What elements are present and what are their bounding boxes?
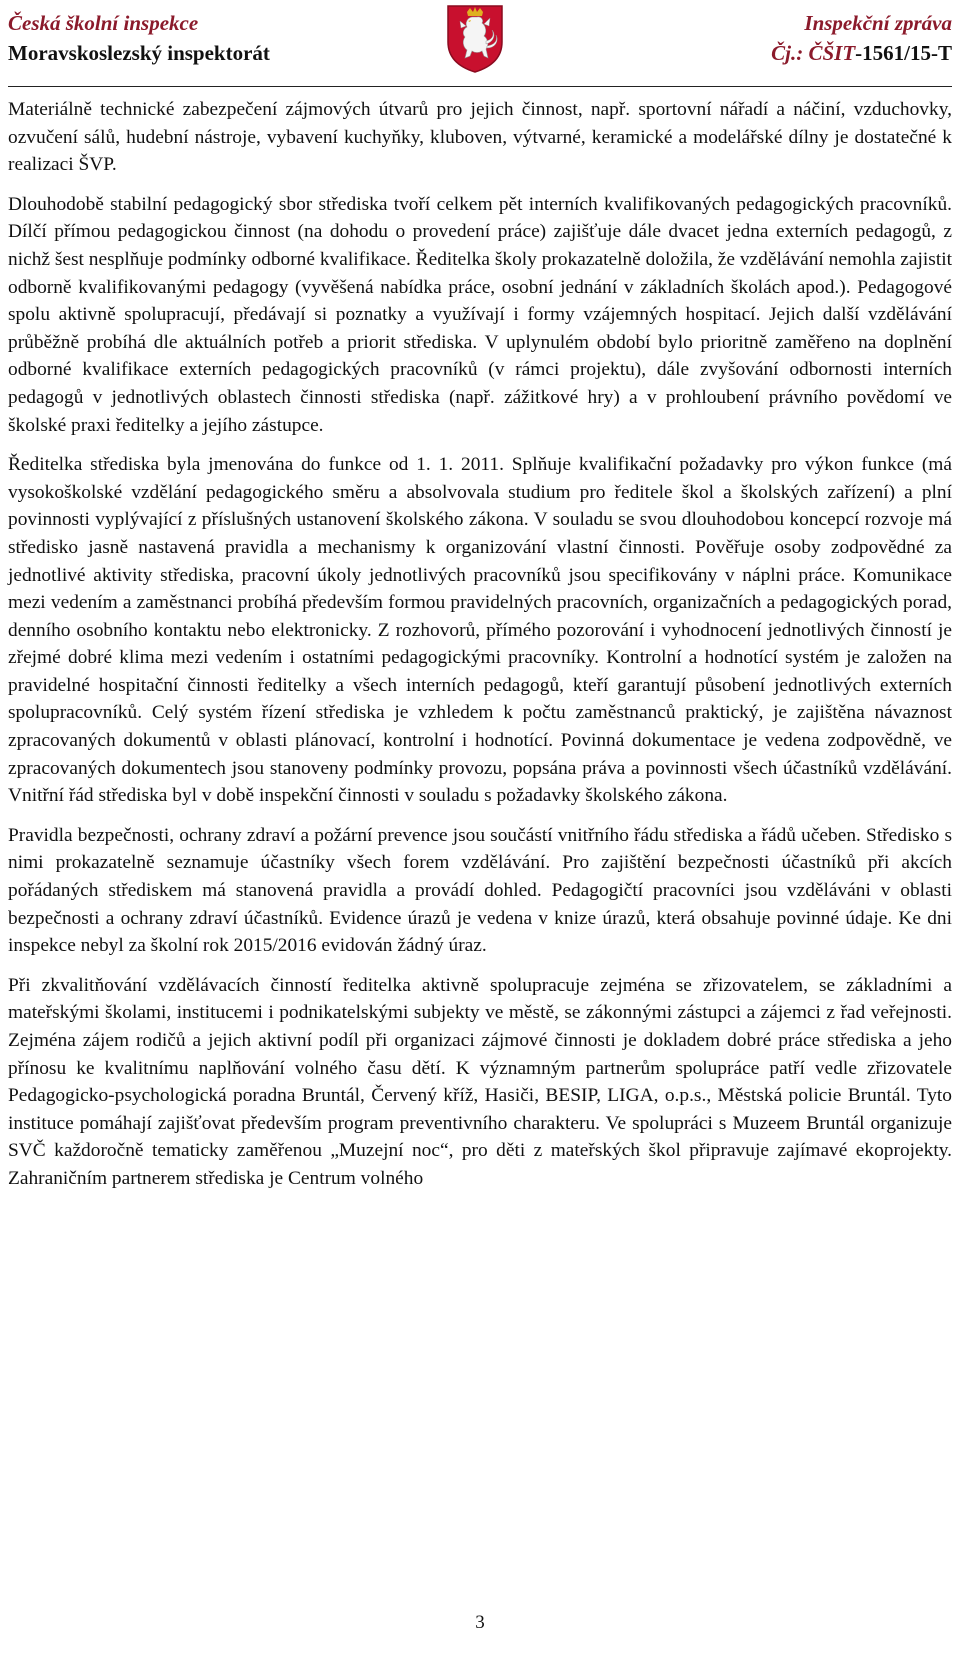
paragraph-management: Ředitelka střediska byla jmenována do funkce od 1. 1. 2011. Splňuje kvalifikační požadavky pro výkon funkce (má vysokoškolské vzdělání pedagogického směru a absolvovala studium pro ředitele škol a školských zařízení) a plní povinnosti vyplývající z příslušných ustanovení školského zákona. V souladu se svou dlouhodobou koncepcí rozvoje má středisko jasně nastavená pravidla a mechanismy k organizování vlastní činnosti. Pověřuje osoby zodpovědné za jednotlivé aktivity střediska, pracovní úkoly jednotlivých pracovníků jsou specifikovány v náplni práce. Komunikace mezi vedením a zaměstnanci probíhá především formou pravidelných pracovních, organizačních a pedagogických porad, denního osobního kontaktu nebo elektronicky. Z rozhovorů, přímého pozorování i vyhodnocení jednotlivých činností je zřejmé dobré klima mezi vedením i ostatními pedagogickými pracovníky. Kontrolní a hodnotící systém je založen na pravidelné hospitační činnosti ředitelky a všech interních pedagogů, kteří garantují působení jednotlivých externích spolupracovníků. Celý systém řízení střediska je vzhledem k počtu zaměstnanců praktický, je zajištěna návaznost zpracovaných dokumentů v oblasti plánovací, kontrolní i hodnotící. Povinná dokumentace je vedena zodpovědně, ve zpracovaných dokumentech jsou stanoveny podmínky provozu, popsána práva a povinnosti všech účastníků vzdělávání. Vnitřní řád střediska byl v době inspekční činnosti v souladu s požadavky školského zákona. — [8, 454, 952, 807]
paragraph-safety: Pravidla bezpečnosti, ochrany zdraví a požární prevence jsou součástí vnitřního řádu střediska a řádů učeben. Středisko s nimi prokazatelně seznamuje účastníky všech forem vzdělávání. Pro zajištění bezpečnosti účastníků při akcích pořádaných střediskem má stanovená pravidla a provádí dohled. Pedagogičtí pracovníci jsou vzděláváni v oblasti bezpečnosti a ochrany zdraví účastníků. Evidence úrazů je vedena v knize úrazů, která obsahuje povinné údaje. Ke dni inspekce nebyl za školní rok 2015/2016 evidován žádný úraz. — [8, 824, 952, 957]
doc-type: Inspekční zpráva — [804, 11, 952, 35]
page-header — [0, 0, 960, 88]
header-right — [771, 8, 952, 68]
paragraph-partnerships: Při zkvalitňování vzdělávacích činností ředitelka aktivně spolupracuje zejména se zřizovatelem, se základními a mateřskými školami, institucemi i podnikatelskými subjekty ve městě, se zákonnými zástupci a zájemci z řad veřejnosti. Zejména zájem rodičů a jejich aktivní podíl při organizaci zájmové činnosti je dokladem dobré práce střediska a jeho přínosu ke kvalitnímu naplňování volného času dětí. K významným partnerům spolupráce patří vedle zřizovatele Pedagogicko-psychologická poradna Bruntál, Červený kříž, Hasiči, BESIP, LIGA, o.p.s., Městská policie Bruntál. Tyto instituce pomáhají zajišťovat především program preventivního charakteru. Ve spolupráci s Muzeem Bruntál organizuje SVČ každoročně tematicky zaměřenou „Muzejní noc“, pro děti z mateřských škol připravuje zajímavé ekoprojekty. Zahraničním partnerem střediska je Centrum volného — [8, 974, 952, 1189]
page-number: 3 — [475, 1612, 485, 1633]
org-name: Česká školní inspekce — [8, 11, 199, 35]
header-left — [8, 8, 270, 68]
header-divider — [8, 86, 952, 87]
ref-label: Čj.: ČŠIT — [771, 41, 856, 65]
czech-coat-of-arms-icon — [446, 4, 504, 74]
reference-number — [771, 38, 952, 68]
paragraph-equipment: Materiálně technické zabezpečení zájmových útvarů pro jejich činnost, např. sportovní nářadí a náčiní, vzduchovky, ozvučení sálů, hudební nástroje, vybavení kuchyňky, kluboven, výtvarné, keramické a modelářské dílny je dostatečné k realizaci ŠVP. — [8, 99, 952, 176]
ref-number: -1561/15-T — [855, 41, 952, 65]
paragraph-staff: Dlouhodobě stabilní pedagogický sbor střediska tvoří celkem pět interních kvalifikovaných pedagogických pracovníků. Dílčí přímou pedagogickou činnost (na dohodu o provedení práce) zajišťuje dále dvacet jedna externích pedagogů, z nichž šest nesplňuje podmínky odborné kvalifikace. Ředitelka školy prokazatelně doložila, že vzdělávání nemohla zajistit odborně kvalifikovanými pedagogy (vyvěšená nabídka práce, osobní jednání v základních školách apod.). Pedagogové spolu aktivně spolupracují, předávají si poznatky a využívají i formy vzájemných hospitací. Jejich další vzdělávání průběžně probíhá dle aktuálních potřeb a priorit střediska. V uplynulém období bylo prioritně zaměřeno na doplnění odborné kvalifikace externích pedagogických pracovníků (v rámci projektu), dále zvyšování odbornosti interních pedagogů v jednotlivých oblastech činnosti střediska (např. zážitkové hry) a v prohloubení právního povědomí ve školské praxi ředitelky a jejího zástupce. — [8, 193, 952, 436]
document-body — [8, 96, 952, 1205]
org-unit: Moravskoslezský inspektorát — [8, 41, 270, 65]
